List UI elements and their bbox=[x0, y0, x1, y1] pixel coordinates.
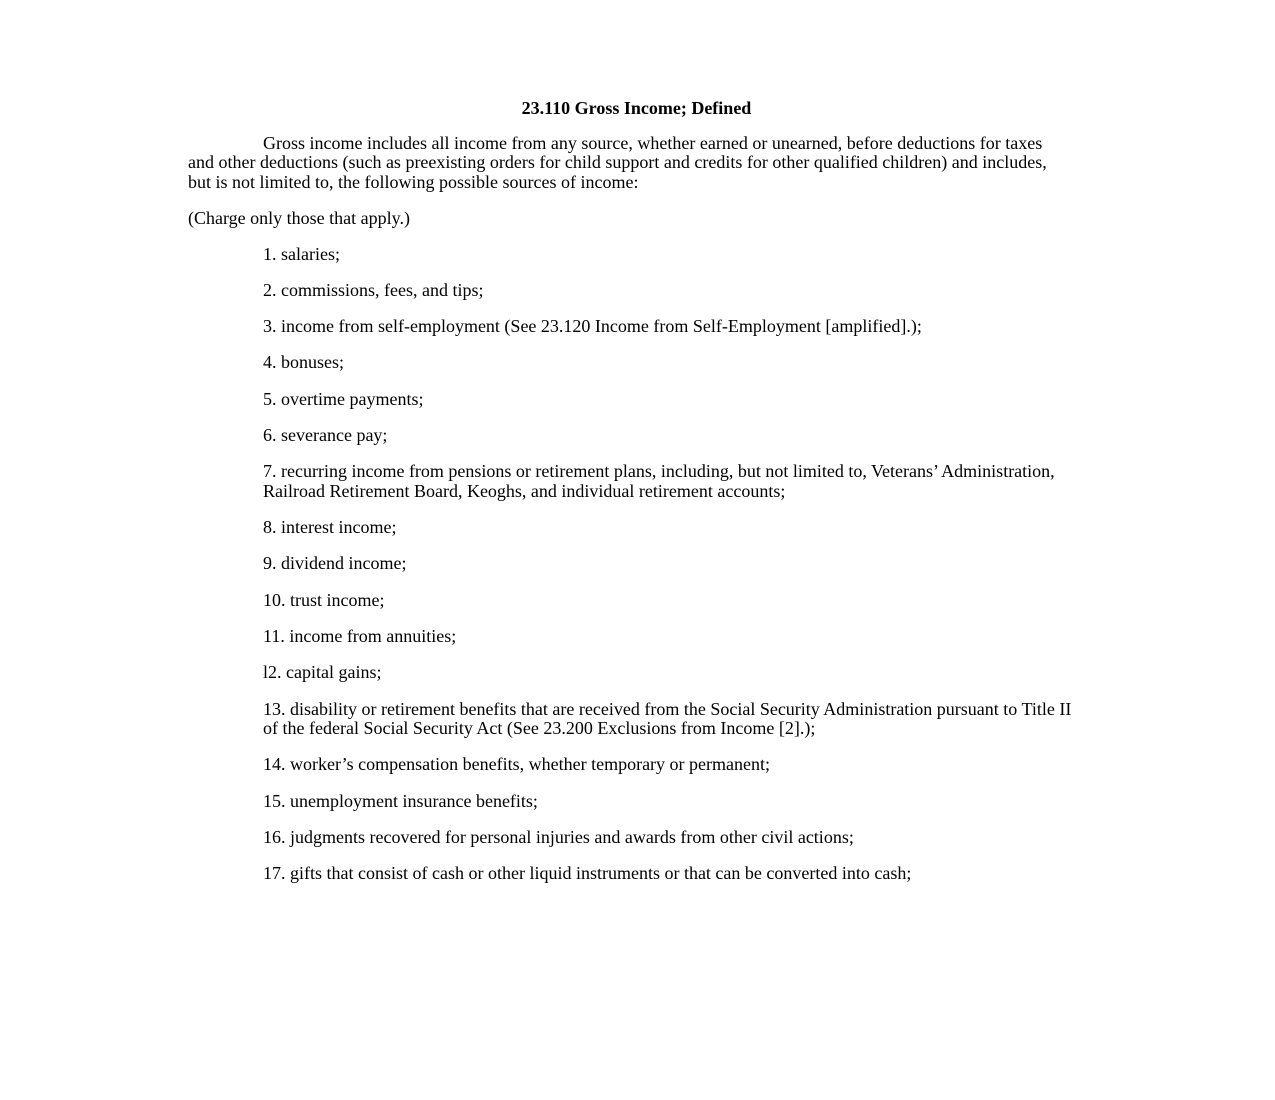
list-item: 17. gifts that consist of cash or other liquid instruments or that can be converted into cash; bbox=[263, 863, 912, 884]
list-item: l2. capital gains; bbox=[263, 662, 382, 683]
list-item: 1. salaries; bbox=[263, 243, 340, 264]
list-item: 9. dividend income; bbox=[263, 553, 407, 574]
list-item: 10. trust income; bbox=[263, 589, 385, 610]
document-page bbox=[188, 99, 1088, 901]
list-item: 8. interest income; bbox=[263, 517, 397, 538]
list-item: 14. worker’s compensation benefits, whether temporary or permanent; bbox=[263, 754, 771, 775]
list-item: 7. recurring income from pensions or retirement plans, including, but not limited to, Veterans’ Administration, Railroad Retirement Board, Keoghs, and individual retirement accounts; bbox=[263, 461, 1055, 501]
list-item: 16. judgments recovered for personal injuries and awards from other civil actions; bbox=[263, 826, 854, 847]
intro-paragraph: Gross income includes all income from any source, whether earned or unearned, before deductions for taxes and other deductions (such as preexisting orders for child support and credits for other qualified children) and includes, but is not limited to, the following possible sources of income: bbox=[188, 132, 1047, 192]
list-item: 3. income from self-employment (See 23.120 Income from Self-Employment [amplified].); bbox=[263, 316, 922, 337]
list-item: 15. unemployment insurance benefits; bbox=[263, 790, 538, 811]
income-sources-list bbox=[188, 245, 1088, 884]
list-item: 6. severance pay; bbox=[263, 424, 388, 445]
list-item: 5. overtime payments; bbox=[263, 388, 424, 409]
list-item: 2. commissions, fees, and tips; bbox=[263, 279, 484, 300]
list-item: 11. income from annuities; bbox=[263, 625, 457, 646]
list-item: 4. bonuses; bbox=[263, 352, 344, 373]
apply-note: (Charge only those that apply.) bbox=[188, 208, 410, 228]
list-item: 13. disability or retirement benefits that are received from the Social Security Administration pursuant to Title II of the federal Social Security Act (See 23.200 Exclusions from Income [2].); bbox=[263, 698, 1072, 739]
document-title: 23.110 Gross Income; Defined bbox=[521, 98, 752, 118]
